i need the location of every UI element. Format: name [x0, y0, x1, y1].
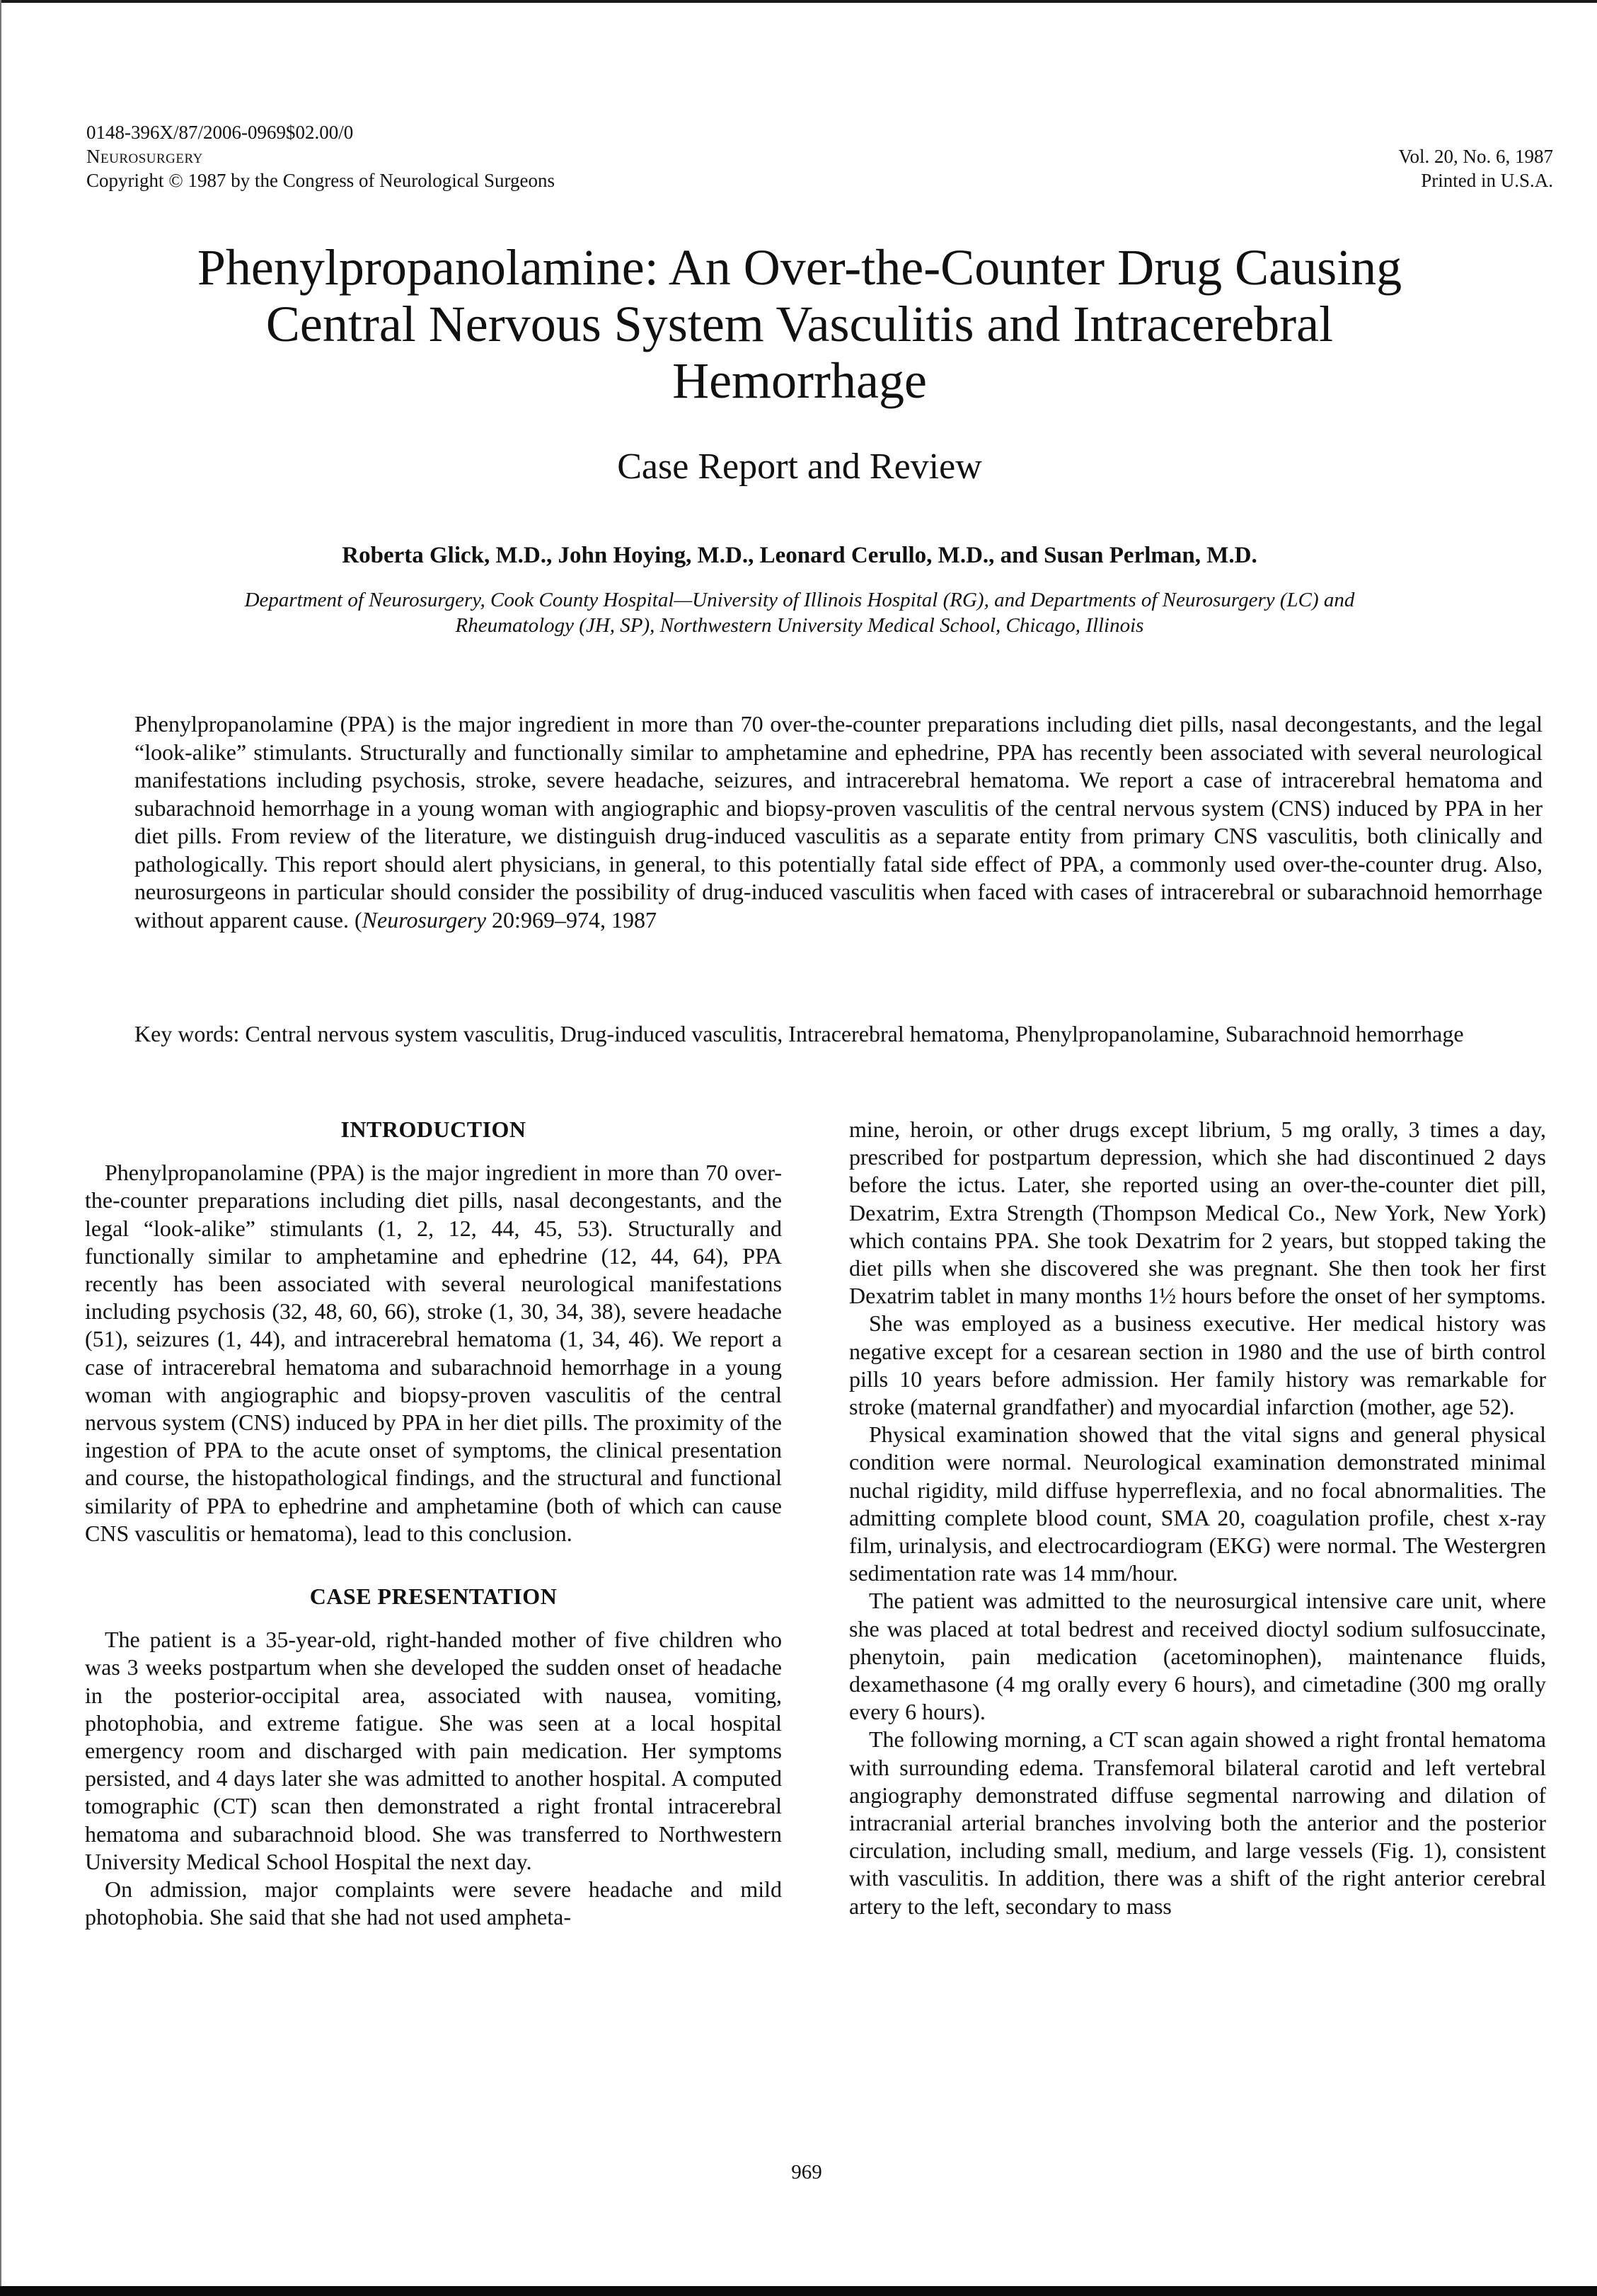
column-right — [849, 1116, 1546, 1920]
heading-introduction: INTRODUCTION — [340, 1117, 526, 1142]
journal-header-right — [1398, 144, 1553, 192]
case-paragraph-3: She was employed as a business executive. Her medical history was negative except for a cesarean section in 1980 and the use of birth control pills 10 years before admission. Her family history was remarkable for stroke (maternal grandfather) and myocardial infarction (mother, age 52). — [849, 1310, 1546, 1420]
keywords: Key words: Central nervous system vasculitis, Drug-induced vasculitis, Intracerebral hematoma, Phenylpropanolamine, Subarachnoid hemorrhage — [134, 1021, 1464, 1046]
title-line-1: Phenylpropanolamine: An Over-the-Counter Drug Causing — [197, 239, 1402, 296]
paper-title — [71, 239, 1528, 409]
intro-paragraph-1: Phenylpropanolamine (PPA) is the major ingredient in more than 70 over-the-counter preparations including diet pills, nasal decongestants, and the legal “look-alike” stimulants (1, 2, 12, 44, 45, 53). Structurally and functionally similar to amphetamine and ephedrine (12, 44, 64), PPA recently has been associated with several neurological manifestations including psychosis (32, 48, 60, 66), stroke (1, 30, 34, 38), severe headache (51), seizures (1, 44), and intracerebral hematoma (1, 34, 46). We report a case of intracerebral hematoma and subarachnoid hemorrhage in a young woman with angiographic and biopsy-proven vasculitis of the central nervous system (CNS) induced by PPA in her diet pills. The proximity of the ingestion of PPA to the acute onset of symptoms, the clinical presentation and course, the histopathological findings, and the structural and functional similarity of PPA to ephedrine and amphetamine (both of which can cause CNS vasculitis or hematoma), lead to this conclusion. — [85, 1160, 782, 1546]
scan-edge-left — [0, 0, 1, 2296]
column-left — [85, 1116, 782, 1931]
title-line-3: Hemorrhage — [672, 352, 927, 409]
page-number: 969 — [791, 2161, 822, 2183]
printed-in: Printed in U.S.A. — [1421, 170, 1553, 191]
abstract-text: Phenylpropanolamine (PPA) is the major ingredient in more than 70 over-the-counter preparations including diet pills, nasal decongestants, and the legal “look-alike” stimulants. Structurally and functionally similar to amphetamine and ephedrine, PPA has recently been associated with several neurological manifestations including psychosis, stroke, severe headache, seizures, and intracerebral hematoma. We report a case of intracerebral hematoma and subarachnoid hemorrhage in a young woman with angiographic and biopsy-proven vasculitis of the central nervous system (CNS) induced by PPA in her diet pills. From review of the literature, we distinguish drug-induced vasculitis as a separate entity from primary CNS vasculitis, both clinically and pathologically. This report should alert physicians, in general, to this potentially fatal side effect of PPA, a commonly used over-the-counter drug. Also, neurosurgeons in particular should consider the possibility of drug-induced vasculitis when faced with cases of intracerebral or subarachnoid hemorrhage without apparent cause. ( — [134, 711, 1543, 933]
article-code: 0148-396X/87/2006-0969$02.00/0 — [86, 122, 354, 143]
case-paragraph-2-continued: mine, heroin, or other drugs except librium, 5 mg orally, 3 times a day, prescribed for postpartum depression, which she had discontinued 2 days before the ictus. Later, she reported using an over-the-counter diet pill, Dexatrim, Extra Strength (Thompson Medical Co., New York, New York) which contains PPA. She took Dexatrim for 2 years, but stopped taking the diet pills when she discovered she was pregnant. She then took her first Dexatrim tablet in many months 1½ hours before the onset of her symptoms. — [849, 1117, 1546, 1309]
scan-edge-bottom — [0, 2286, 1597, 2296]
scan-edge-top — [0, 0, 1597, 3]
journal-name: Neurosurgery — [86, 146, 203, 167]
paper-subtitle: Case Report and Review — [617, 446, 982, 487]
case-paragraph-6: The following morning, a CT scan again showed a right frontal hematoma with surrounding edema. Transfemoral bilateral carotid and left vertebral angiography demonstrated diffuse segmental narrowing and dilation of intracranial arterial branches involving both the anterior and the posterior circulation, including small, medium, and large vessels (Fig. 1), consistent with vasculitis. In addition, there was a shift of the right anterior cerebral artery to the left, secondary to mass — [849, 1726, 1546, 1919]
abstract-citation-rest: 20:969–974, 1987 — [486, 906, 657, 933]
author-list: Roberta Glick, M.D., John Hoying, M.D., Leonard Cerullo, M.D., and Susan Perlman, M.D. — [342, 543, 1257, 568]
abstract-citation-journal: Neurosurgery — [362, 906, 487, 933]
heading-case-presentation: CASE PRESENTATION — [309, 1583, 558, 1610]
volume-info: Vol. 20, No. 6, 1987 — [1398, 146, 1553, 167]
affiliation-line-1: Department of Neurosurgery, Cook County Hospital—University of Illinois Hospital (RG), and Departments of Neurosurgery (LC) and — [244, 589, 1355, 611]
affiliation-line-2: Rheumatology (JH, SP), Northwestern University Medical School, Chicago, Illinois — [455, 614, 1144, 637]
case-paragraph-2: On admission, major complaints were severe headache and mild photophobia. She said that she had not used ampheta- — [85, 1876, 782, 1930]
title-line-2: Central Nervous System Vasculitis and Intracerebral — [265, 296, 1334, 352]
abstract — [134, 710, 1543, 934]
case-paragraph-1: The patient is a 35-year-old, right-handed mother of five children who was 3 weeks postpartum when she developed the sudden onset of headache in the posterior-occipital area, associated with nausea, vomiting, photophobia, and extreme fatigue. She was seen at a local hospital emergency room and discharged with pain medication. Her symptoms persisted, and 4 days later she was admitted to another hospital. A computed tomographic (CT) scan then demonstrated a right frontal intracerebral hematoma and subarachnoid blood. She was transferred to Northwestern University Medical School Hospital the next day. — [85, 1627, 782, 1874]
case-paragraph-5: The patient was admitted to the neurosurgical intensive care unit, where she was placed at total bedrest and received dioctyl sodium sulfosuccinate, phenytoin, pain medication (acetominophen), maintenance fluids, dexamethasone (4 mg orally every 6 hours), and cimetadine (300 mg orally every 6 hours). — [849, 1588, 1546, 1725]
case-paragraph-4: Physical examination showed that the vital signs and general physical condition were normal. Neurological examination demonstrated minimal nuchal rigidity, mild diffuse hyperreflexia, and no focal abnormalities. The admitting complete blood count, SMA 20, coagulation profile, chest x-ray film, urinalysis, and electrocardiogram (EKG) were normal. The Westergren sedimentation rate was 14 mm/hour. — [849, 1421, 1546, 1586]
journal-header-left — [86, 120, 555, 192]
affiliations — [120, 587, 1479, 638]
copyright: Copyright © 1987 by the Congress of Neurological Surgeons — [86, 170, 555, 191]
